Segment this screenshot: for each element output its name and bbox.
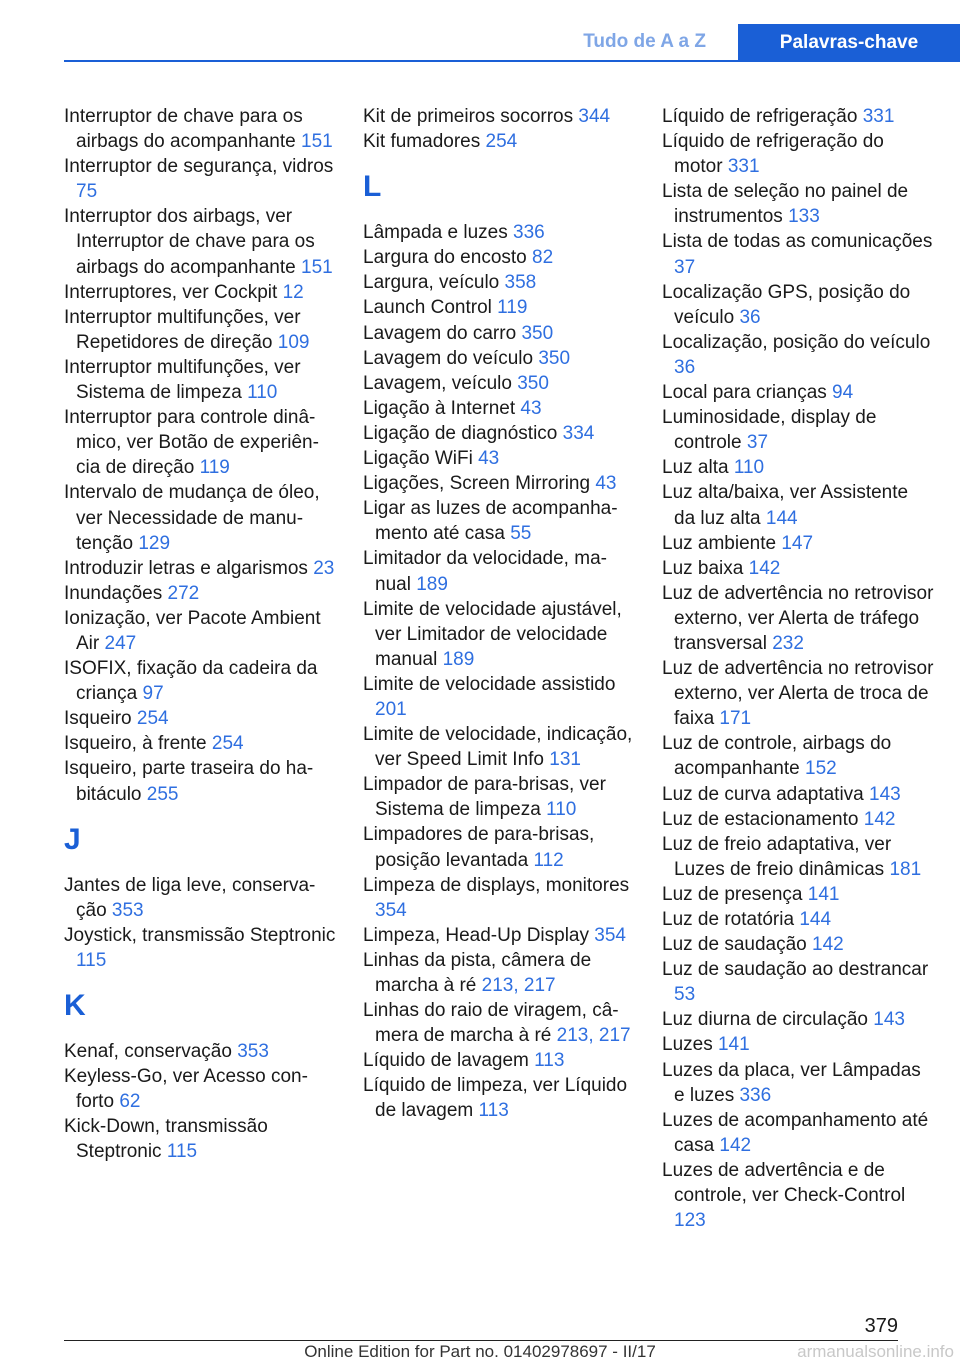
tab-tudo-de-a-a-z[interactable]: Tudo de A a Z xyxy=(583,31,706,52)
index-entry xyxy=(363,295,635,320)
index-entry xyxy=(662,1158,934,1233)
page-link[interactable]: 147 xyxy=(781,532,814,554)
entry-term: Kit fumadores xyxy=(363,131,481,153)
page-link[interactable]: 143 xyxy=(873,1009,905,1031)
page-link[interactable]: 189 xyxy=(416,573,448,595)
entry-term: Isqueiro, parte traseira do habitáculo xyxy=(64,758,314,805)
entry-term: Lavagem do carro xyxy=(363,322,517,344)
entry-term: Intervalo de mudança de óleo, ver Necessidade de manutenção xyxy=(64,482,320,554)
page-link[interactable]: 62 xyxy=(119,1091,141,1113)
entry-term: Launch Control xyxy=(363,297,492,319)
entry-term: Luz alta xyxy=(662,457,729,479)
index-entry xyxy=(363,948,635,998)
index-entry xyxy=(64,1039,336,1064)
page-link[interactable]: 43 xyxy=(478,448,500,470)
page-link[interactable]: 344 xyxy=(578,106,611,127)
page-link[interactable]: 144 xyxy=(799,909,832,930)
entry-term: Luzes da placa, ver Lâmpadas e luzes xyxy=(662,1059,921,1106)
index-entry xyxy=(363,471,635,496)
page-link[interactable]: 142 xyxy=(719,1134,752,1156)
page-link[interactable]: 255 xyxy=(146,783,179,805)
page-link[interactable]: 247 xyxy=(104,632,137,654)
section-letter: J xyxy=(64,822,81,856)
page-link[interactable]: 12 xyxy=(282,281,304,303)
entry-term: Limite de velocidade ajustável, ver Limitador de velocidade manual xyxy=(363,598,622,670)
index-entry xyxy=(662,1058,934,1108)
section-letter: L xyxy=(363,170,382,204)
entry-term: Luz alta/baixa, ver Assistente da luz alta xyxy=(662,482,909,529)
index-entry xyxy=(662,1007,934,1032)
entry-term: Ligação WiFi xyxy=(363,448,473,470)
index-entry xyxy=(363,772,635,822)
entry-term: Linhas da pista, câmera de marcha à ré xyxy=(363,949,592,996)
page-link[interactable]: 142 xyxy=(812,934,844,956)
page-link[interactable]: 37 xyxy=(674,256,696,278)
page-link[interactable]: 254 xyxy=(211,733,244,755)
entry-term: Luz de advertência no retrovisor externo, ver Alerta de troca de faixa xyxy=(662,658,934,730)
index-entry xyxy=(662,229,934,279)
index-entry xyxy=(363,546,635,596)
page-link[interactable]: 144 xyxy=(765,507,798,529)
page-link[interactable]: 336 xyxy=(513,222,545,244)
index-entry xyxy=(662,330,934,380)
index-entry xyxy=(64,556,336,581)
entry-term: Ligação de diagnóstico xyxy=(363,422,558,444)
entry-term: Interruptor multifunções, ver Sistema de limpeza xyxy=(64,356,301,404)
entry-term: Interruptor de segurança, vidros xyxy=(64,156,334,178)
page-link[interactable]: 151 xyxy=(301,256,333,278)
page-link[interactable]: 82 xyxy=(532,247,554,269)
entry-term: Ligação à Internet xyxy=(363,397,516,419)
page-link[interactable]: 272 xyxy=(167,582,200,604)
footer-rule xyxy=(64,1340,898,1341)
index-entry xyxy=(662,656,934,731)
page-link[interactable]: 43 xyxy=(520,397,542,419)
page-link[interactable]: 110 xyxy=(247,382,278,404)
index-entry xyxy=(662,405,934,455)
page-link[interactable]: 141 xyxy=(717,1034,750,1056)
page-link[interactable]: 171 xyxy=(719,708,752,730)
index-entry xyxy=(662,280,934,330)
entry-term: Inundações xyxy=(64,582,163,604)
entry-term: Luz baixa xyxy=(662,557,744,579)
entry-term: ISOFIX, fixação da cadeira da criança xyxy=(64,658,318,705)
page-link[interactable]: 334 xyxy=(562,422,595,444)
page-link[interactable]: 37 xyxy=(746,432,769,454)
index-entry xyxy=(64,104,336,154)
entry-term: Luzes de advertência e de controle, ver Check-Control xyxy=(662,1159,906,1207)
index-entry xyxy=(64,656,336,706)
page-link[interactable]: 141 xyxy=(807,883,840,905)
page-link[interactable]: 75 xyxy=(76,181,98,203)
entry-term: Limpeza, Head-Up Display xyxy=(363,924,589,946)
index-entry xyxy=(662,882,934,907)
index-entry xyxy=(64,731,336,756)
index-entry xyxy=(363,1073,635,1123)
entry-term: Luz diurna de circulação xyxy=(662,1009,868,1031)
index-entry xyxy=(662,782,934,807)
page-link[interactable]: 232 xyxy=(772,632,804,654)
index-entry xyxy=(64,706,336,731)
entry-term: Luz de saudação xyxy=(662,934,807,956)
page-link[interactable]: 55 xyxy=(510,523,532,545)
page-link[interactable]: 129 xyxy=(138,532,171,554)
page-link[interactable]: 97 xyxy=(142,683,164,705)
entry-term: Luzes xyxy=(662,1034,713,1056)
entry-term: Linhas do raio de viragem, câmera de marcha à ré xyxy=(363,1000,619,1047)
index-entry xyxy=(363,822,635,872)
index-entry xyxy=(64,606,336,656)
index-entry xyxy=(662,932,934,957)
page-link[interactable]: 115 xyxy=(76,949,107,971)
entry-term: Limite de velocidade, indicação, ver Speed Limit Info xyxy=(363,724,633,771)
entry-term: Líquido de lavagem xyxy=(363,1050,529,1072)
entry-term: Kit de primeiros socorros xyxy=(363,106,574,127)
index-entry xyxy=(363,245,635,270)
entry-term: Kick-Down, transmissão Steptronic xyxy=(64,1116,268,1163)
page-link[interactable]: 354 xyxy=(375,899,407,921)
page-link[interactable]: 350 xyxy=(521,322,554,344)
page-link[interactable]: 152 xyxy=(805,758,837,780)
page-link[interactable]: 36 xyxy=(674,356,696,378)
entry-term: Lista de todas as comunicações xyxy=(662,231,933,253)
section-letter: K xyxy=(64,989,86,1022)
page-link[interactable]: 94 xyxy=(832,382,854,404)
header-rule xyxy=(64,60,960,62)
page-link[interactable]: 133 xyxy=(788,206,820,228)
entry-term: Lista de seleção no painel de instrumentos xyxy=(662,181,909,228)
index-entry xyxy=(662,907,934,932)
entry-term: Ligar as luzes de acompanhamento até casa xyxy=(363,498,618,545)
entry-term: Luz de controle, airbags do acompanhante xyxy=(662,733,892,780)
index-entry xyxy=(662,957,934,1007)
index-entry xyxy=(64,1114,336,1164)
page-link[interactable]: 113 xyxy=(534,1050,565,1072)
index-entry xyxy=(363,1048,635,1073)
page-link[interactable]: 142 xyxy=(748,557,781,579)
index-entry xyxy=(64,923,336,973)
page-link[interactable]: 213, 217 xyxy=(481,975,556,996)
page-link[interactable]: 112 xyxy=(533,849,564,871)
entry-term: Lavagem, veículo xyxy=(363,372,512,394)
page-link[interactable]: 350 xyxy=(538,347,571,369)
page-link[interactable]: 110 xyxy=(546,799,577,821)
entry-term: Jantes de liga leve, conservação xyxy=(64,874,316,921)
index-entry xyxy=(363,873,635,923)
index-column-3 xyxy=(662,104,934,1233)
entry-term: Luzes de acompanhamento até casa xyxy=(662,1109,929,1156)
page-link[interactable]: 189 xyxy=(442,648,475,670)
index-entry xyxy=(64,204,336,279)
index-entry xyxy=(662,581,934,656)
page-link[interactable]: 354 xyxy=(594,924,626,946)
index-entry xyxy=(363,998,635,1048)
index-entry xyxy=(363,346,635,371)
index-entry xyxy=(363,446,635,471)
index-entry xyxy=(363,597,635,672)
index-entry xyxy=(64,581,336,606)
entry-term: Líquido de refrigeração do motor xyxy=(662,131,884,178)
index-entry xyxy=(64,1064,336,1114)
page-link[interactable]: 353 xyxy=(111,899,144,921)
page-link[interactable]: 142 xyxy=(863,808,896,830)
page-link[interactable]: 213, 217 xyxy=(556,1025,631,1047)
index-entry xyxy=(662,380,934,405)
page-number: 379 xyxy=(864,1315,898,1337)
page-link[interactable]: 53 xyxy=(674,984,696,1006)
index-entry xyxy=(363,923,635,948)
page-link[interactable]: 143 xyxy=(869,783,901,805)
entry-term: Local para crianças xyxy=(662,382,827,404)
watermark: armanualsonline.info xyxy=(797,1342,954,1361)
page-link[interactable]: 254 xyxy=(136,708,169,730)
index-entry xyxy=(64,305,336,355)
entry-term: Líquido de limpeza, ver Líquido de lavagem xyxy=(363,1075,628,1122)
page-link[interactable]: 119 xyxy=(497,297,528,319)
index-entry xyxy=(662,1108,934,1158)
entry-term: Luz ambiente xyxy=(662,532,777,554)
page-link[interactable]: 119 xyxy=(199,457,230,479)
entry-term: Largura do encosto xyxy=(363,247,527,269)
entry-term: Luz de rotatória xyxy=(662,909,795,930)
index-entry xyxy=(64,405,336,480)
entry-term: Localização, posição do veículo xyxy=(662,331,931,353)
entry-term: Líquido de refrigeração xyxy=(662,106,858,127)
page-link[interactable]: 358 xyxy=(504,272,537,294)
entry-term: Keyless-Go, ver Acesso conforto xyxy=(64,1066,308,1113)
entry-term: Luminosidade, display de controle xyxy=(662,407,877,454)
page-link[interactable]: 353 xyxy=(237,1041,269,1062)
page-link[interactable]: 201 xyxy=(375,698,407,720)
entry-term: Luz de estacionamento xyxy=(662,808,859,830)
index-entry xyxy=(64,280,336,305)
entry-term: Luz de curva adaptativa xyxy=(662,783,864,805)
index-entry xyxy=(363,722,635,772)
index-entry xyxy=(662,832,934,882)
entry-term: Luz de saudação ao destrancar xyxy=(662,959,929,981)
footer-text: Online Edition for Part no. 01402978697 - II/17 xyxy=(304,1342,656,1361)
entry-term: Luz de presença xyxy=(662,883,803,905)
index-entry xyxy=(363,270,635,295)
entry-term: Lâmpada e luzes xyxy=(363,222,508,244)
entry-term: Interruptor para controle dinâmico, ver Botão de experiência de direção xyxy=(64,407,319,479)
entry-term: Luz de advertência no retrovisor externo, ver Alerta de tráfego transversal xyxy=(662,582,934,654)
page-link[interactable]: 131 xyxy=(549,749,581,771)
page-link[interactable]: 254 xyxy=(485,131,518,153)
index-entry xyxy=(64,355,336,405)
index-entry xyxy=(363,396,635,421)
page-header xyxy=(0,24,960,64)
index-entry xyxy=(662,455,934,480)
index-entry xyxy=(363,371,635,396)
entry-term: Isqueiro xyxy=(64,708,132,730)
entry-term: Ligações, Screen Mirroring xyxy=(363,473,591,495)
index-entry xyxy=(363,421,635,446)
index-entry xyxy=(64,154,336,204)
entry-term: Limpador de para-brisas, ver Sistema de limpeza xyxy=(363,774,606,821)
page-link[interactable]: 113 xyxy=(478,1100,509,1122)
page-link[interactable]: 331 xyxy=(727,156,760,178)
entry-term: Largura, veículo xyxy=(363,272,500,294)
entry-term: Limpeza de displays, monitores xyxy=(363,874,630,896)
entry-term: Limpadores de para-brisas, posição levantada xyxy=(363,824,595,871)
entry-term: Luz de freio adaptativa, ver Luzes de freio dinâmicas xyxy=(662,833,892,880)
index-entry xyxy=(363,672,635,722)
entry-term: Interruptor de chave para os airbags do acompanhante xyxy=(64,106,303,153)
page-link[interactable]: 181 xyxy=(889,858,922,880)
entry-term: Joystick, transmissão Steptronic xyxy=(64,924,336,946)
index-entry xyxy=(64,873,336,923)
entry-term: Interruptor multifunções, ver Repetidores de direção xyxy=(64,306,301,353)
entry-term: Lavagem do veículo xyxy=(363,347,534,369)
index-entry xyxy=(662,480,934,530)
index-entry xyxy=(662,1032,934,1057)
index-entry xyxy=(64,756,336,806)
entry-term: Isqueiro, à frente xyxy=(64,733,207,755)
index-entry xyxy=(363,129,635,154)
page-link[interactable]: 23 xyxy=(313,557,335,579)
index-entry xyxy=(363,104,635,129)
page-link[interactable]: 43 xyxy=(595,473,617,495)
entry-term: Ionização, ver Pacote Ambient Air xyxy=(64,607,321,654)
tab-palavras-chave[interactable]: Palavras-chave xyxy=(738,24,960,62)
entry-term: Interruptor dos airbags, ver Interruptor de chave para os airbags do acompanhante xyxy=(64,206,315,278)
entry-term: Limite de velocidade assistido xyxy=(363,673,616,695)
page-link[interactable]: 109 xyxy=(277,331,310,353)
entry-term: Kenaf, conservação xyxy=(64,1041,232,1062)
page-link[interactable]: 331 xyxy=(862,106,895,127)
index-entry xyxy=(64,480,336,555)
page-link[interactable]: 115 xyxy=(166,1141,198,1163)
index-entry xyxy=(662,179,934,229)
index-entry xyxy=(363,220,635,245)
index-entry xyxy=(662,556,934,581)
entry-term: Introduzir letras e algarismos xyxy=(64,557,308,579)
index-entry xyxy=(662,531,934,556)
page-link[interactable]: 151 xyxy=(301,131,333,153)
index-entry xyxy=(662,807,934,832)
page-link[interactable]: 336 xyxy=(739,1084,772,1106)
index-column-1 xyxy=(64,104,336,1164)
page-link[interactable]: 123 xyxy=(674,1210,706,1232)
page-link[interactable]: 350 xyxy=(517,372,549,394)
page-link[interactable]: 110 xyxy=(733,457,765,479)
index-entry xyxy=(662,104,934,129)
index-entry xyxy=(363,321,635,346)
index-column-2 xyxy=(363,104,635,1124)
entry-term: Interruptores, ver Cockpit xyxy=(64,281,278,303)
page-link[interactable]: 36 xyxy=(739,306,761,328)
index-entry xyxy=(662,129,934,179)
index-entry xyxy=(662,731,934,781)
entry-term: Localização GPS, posição do veículo xyxy=(662,281,911,328)
entry-term: Limitador da velocidade, manual xyxy=(363,548,607,595)
index-entry xyxy=(363,496,635,546)
